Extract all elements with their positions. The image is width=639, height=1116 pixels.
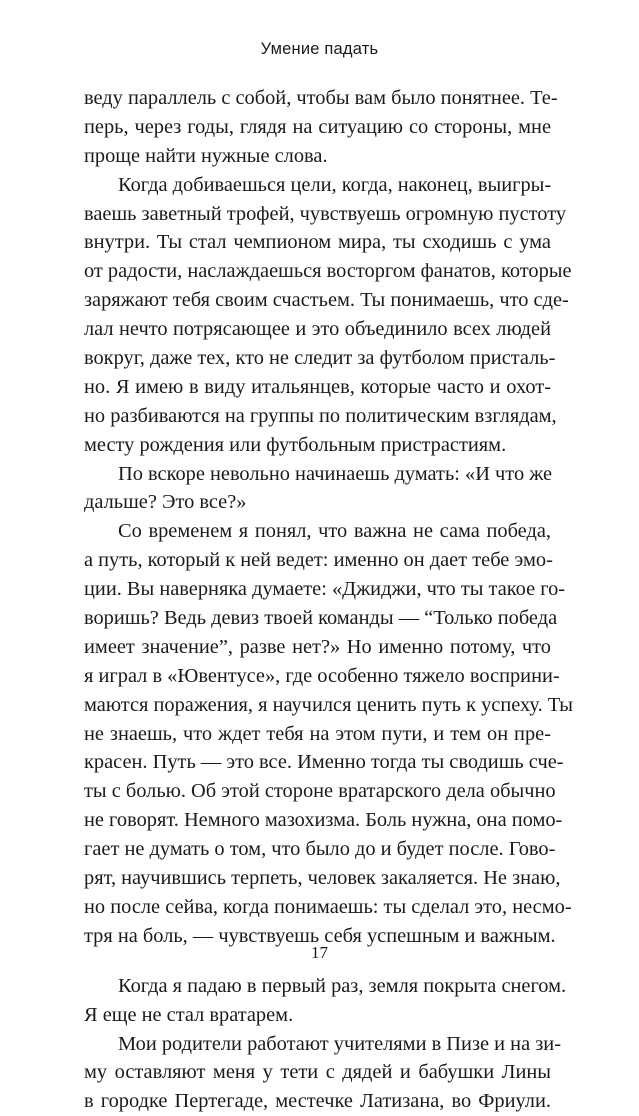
text-line: имеет значение”, разве нет?» Но именно потому, что (84, 633, 551, 662)
paragraph (84, 972, 551, 1030)
text-line: му оставляют меня у тети с дядей и бабушки Лины (84, 1058, 551, 1087)
text-line: веду параллель с собой, чтобы вам было понятнее. Те- (84, 84, 551, 113)
text-line: от радости, наслаждаешься восторгом фанатов, которые (84, 257, 551, 286)
paragraph (84, 171, 551, 460)
text-line: но разбиваются на группы по политическим взглядам, (84, 402, 551, 431)
text-line: не знаешь, что ждет тебя на этом пути, и тем он пре- (84, 720, 551, 749)
running-header: Умение падать (0, 40, 639, 59)
text-line: По вскоре невольно начинаешь думать: «И что же (84, 460, 551, 489)
paragraph (84, 460, 551, 518)
text-line: маются поражения, я научился ценить путь к успеху. Ты (84, 691, 551, 720)
text-line: Я еще не стал вратарем. (84, 1001, 551, 1030)
paragraph (84, 1030, 551, 1116)
text-line: перь, через годы, глядя на ситуацию со стороны, мне (84, 113, 551, 142)
text-line: тря на боль, — чувствуешь себя успешным и важным. (84, 922, 551, 951)
text-line: но. Я имею в виду итальянцев, которые часто и охот- (84, 373, 551, 402)
paragraph (84, 517, 551, 950)
text-line: ты с болью. Об этой стороне вратарского дела обычно (84, 777, 551, 806)
text-line: проще найти нужные слова. (84, 142, 551, 171)
text-line: Со временем я понял, что важна не сама победа, (84, 517, 551, 546)
text-line: Когда добиваешься цели, когда, наконец, выигры- (84, 171, 551, 200)
text-line: воришь? Ведь девиз твоей команды — “Только победа (84, 604, 551, 633)
text-line: заряжают тебя своим счастьем. Ты понимаешь, что сде- (84, 286, 551, 315)
text-line: не говорят. Немного мазохизма. Боль нужна, она помо- (84, 806, 551, 835)
text-line: дальше? Это все?» (84, 488, 551, 517)
text-line: Мои родители работают учителями в Пизе и на зи- (84, 1030, 551, 1059)
text-line: но после сейва, когда понимаешь: ты сделал это, несмо- (84, 893, 551, 922)
text-line: месту рождения или футбольным пристрастиям. (84, 431, 551, 460)
page-number: 17 (0, 943, 639, 963)
text-line: гает не думать о том, что было до и будет после. Гово- (84, 835, 551, 864)
text-line: в городке Пертегаде, местечке Латизана, во Фриули. (84, 1087, 551, 1116)
text-line: ваешь заветный трофей, чувствуешь огромную пустоту (84, 200, 551, 229)
text-line: рят, научившись терпеть, человек закаляется. Не знаю, (84, 864, 551, 893)
text-line: лал нечто потрясающее и это объединило всех людей (84, 315, 551, 344)
text-line: красен. Путь — это все. Именно тогда ты сводишь сче- (84, 748, 551, 777)
text-line: ции. Вы наверняка думаете: «Джиджи, что ты такое го- (84, 575, 551, 604)
text-line: вокруг, даже тех, кто не следит за футболом присталь- (84, 344, 551, 373)
text-line: я играл в «Ювентусе», где особенно тяжело восприни- (84, 662, 551, 691)
text-line: а путь, который к ней ведет: именно он дает тебе эмо- (84, 546, 551, 575)
text-line: Когда я падаю в первый раз, земля покрыта снегом. (84, 972, 551, 1001)
paragraph (84, 84, 551, 171)
text-line: внутри. Ты стал чемпионом мира, ты сходишь с ума (84, 228, 551, 257)
